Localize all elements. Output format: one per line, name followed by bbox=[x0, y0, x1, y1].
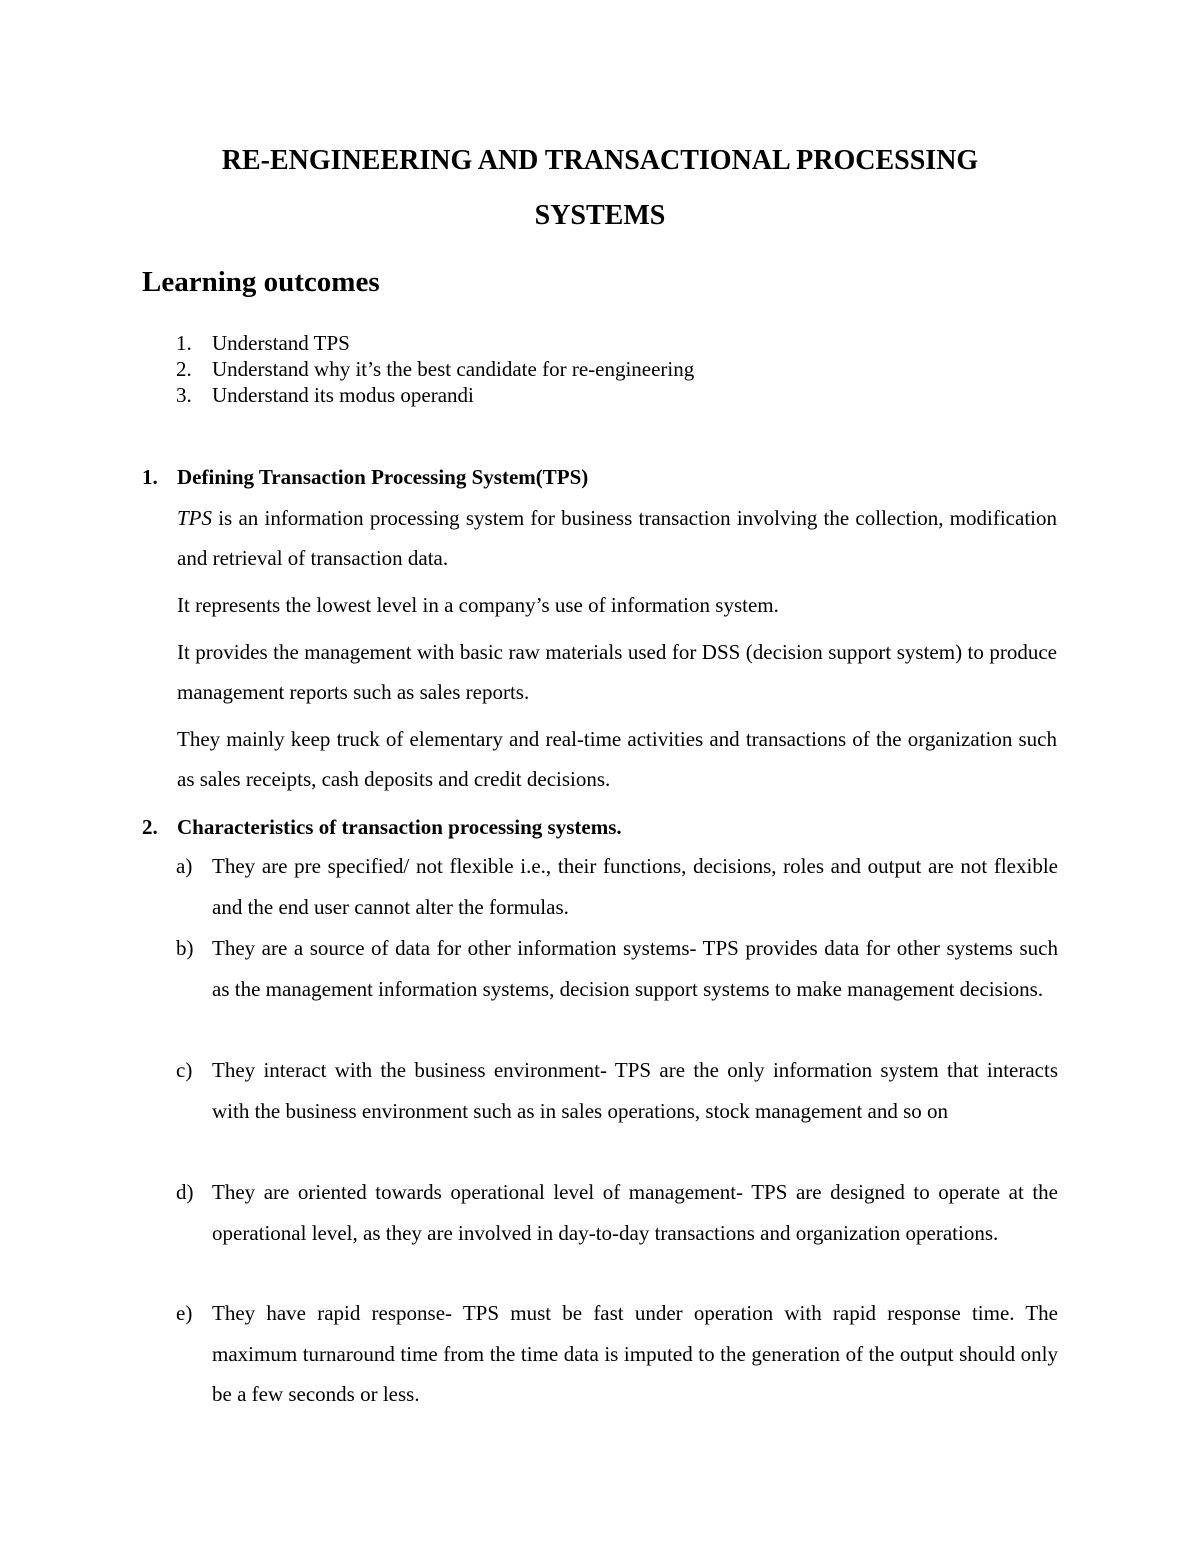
section-heading-text: Characteristics of transaction processing systems. bbox=[177, 815, 622, 839]
tps-term: TPS bbox=[177, 506, 213, 530]
list-item-text: Understand its modus operandi bbox=[212, 383, 474, 407]
section-heading-text: Defining Transaction Processing System(TPS) bbox=[177, 465, 589, 489]
list-item-label: c) bbox=[176, 1058, 193, 1082]
list-item-number: 3. bbox=[176, 383, 192, 407]
section1-paragraph-4: They mainly keep truck of elementary and real-time activities and transactions of the organization such as sales receipts, cash deposits and credit decisions. bbox=[177, 727, 1057, 791]
list-item-number: 2. bbox=[176, 357, 192, 381]
list-item-number: 1. bbox=[176, 331, 192, 355]
list-item-label: b) bbox=[176, 936, 194, 960]
learning-outcomes-heading: Learning outcomes bbox=[142, 266, 380, 298]
paragraph-text: is an information processing system for business transaction involving the collection, modification and retrieval of transaction data. bbox=[177, 506, 1057, 570]
document-title-line1: RE-ENGINEERING AND TRANSACTIONAL PROCESSING bbox=[221, 145, 979, 176]
list-item-text: They are pre specified/ not flexible i.e., their functions, decisions, roles and output are not flexible and the end user cannot alter the formulas. bbox=[212, 854, 1058, 919]
list-item-text: They have rapid response- TPS must be fast under operation with rapid response time. The maximum turnaround time from the time data is imputed to the generation of the output should only be a few seconds or less. bbox=[212, 1301, 1058, 1406]
list-item-label: d) bbox=[176, 1180, 194, 1204]
list-item-text: Understand why it’s the best candidate for re-engineering bbox=[212, 357, 695, 381]
document-title-line2: SYSTEMS bbox=[534, 200, 666, 231]
section-number: 2. bbox=[142, 815, 158, 839]
list-item-text: Understand TPS bbox=[212, 331, 350, 355]
section-number: 1. bbox=[142, 465, 158, 489]
section1-paragraph-3: It provides the management with basic raw materials used for DSS (decision support system) to produce management reports such as sales reports. bbox=[177, 640, 1057, 704]
section1-paragraph-2: It represents the lowest level in a company’s use of information system. bbox=[177, 593, 779, 617]
list-item-text: They are a source of data for other information systems- TPS provides data for other systems such as the management information systems, decision support systems to make management decisions. bbox=[212, 936, 1058, 1001]
list-item-text: They interact with the business environment- TPS are the only information system that interacts with the business environment such as in sales operations, stock management and so on bbox=[212, 1058, 1058, 1123]
list-item-label: e) bbox=[176, 1301, 193, 1325]
section1-paragraph-1 bbox=[177, 498, 1057, 578]
list-item-text: They are oriented towards operational level of management- TPS are designed to operate at the operational level, as they are involved in day-to-day transactions and organization operations. bbox=[212, 1180, 1058, 1245]
list-item-label: a) bbox=[176, 854, 193, 878]
